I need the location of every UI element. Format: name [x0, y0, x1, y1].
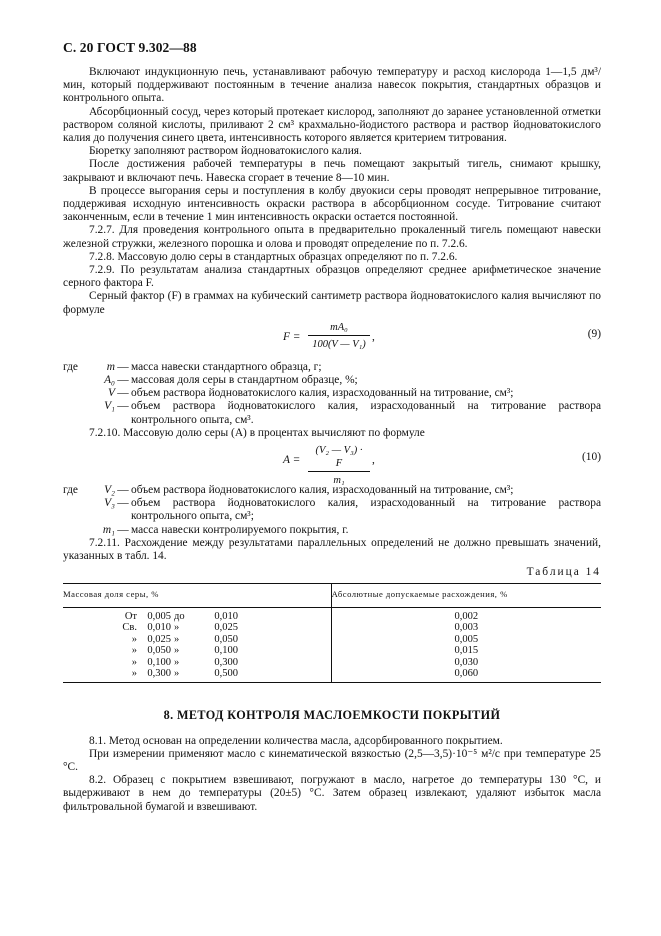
range-cell: » 0,025 » 0,050 — [63, 634, 331, 645]
formula-10 — [63, 444, 601, 487]
range-cell: От 0,005 до 0,010 — [63, 607, 331, 622]
formula-fraction — [308, 321, 370, 351]
legend-symbol: V — [108, 387, 115, 400]
paragraph: После достижения рабочей температуры в печь помещают закрытый тигель, снимают крышку, закрывают и включают печь. Навеска сгорает в течение 8—10 мин. — [63, 158, 601, 184]
value-cell: 0,002 — [454, 610, 479, 622]
formula-denominator: 100(V — V₁) — [312, 339, 366, 351]
legend-symbol: V₁ — [104, 400, 115, 413]
value-cell: 0,030 — [454, 656, 479, 668]
legend-text: масса навески контролируемого покрытия, г. — [131, 523, 349, 536]
legend-symbol: V₃ — [104, 497, 115, 510]
paragraph: В процессе выгорания серы и поступления в колбу двуокиси серы проводят непрерывное титрование, поддерживая исходную интенсивность окраски раствора в абсорбционном сосуде. Титрование считают законченным, если в течение 1 мин интенсивность окраски остается постоянной. — [63, 184, 601, 224]
table-row — [63, 634, 601, 645]
formula-lhs: F = — [283, 330, 301, 343]
value-cell: 0,060 — [331, 668, 601, 683]
legend-text: объем раствора йодноватокислого калия, израсходованный на титрование раствора контрольного опыта, см³. — [131, 400, 601, 426]
paragraph-7-2-7: 7.2.7. Для проведения контрольного опыта в предварительно прокаленный тигель помещают навески железной стружки, железного порошка и олова и проводят определение по п. 7.2.6. — [63, 224, 601, 250]
legend-dash: — — [117, 387, 129, 400]
table-row — [63, 645, 601, 656]
range-cell: » 0,300 » 0,500 — [63, 668, 331, 683]
legend-row — [63, 400, 601, 426]
legend-dash: — — [117, 374, 129, 387]
formula-number: (9) — [587, 327, 601, 340]
document-body — [63, 66, 601, 814]
section-title: 8. МЕТОД КОНТРОЛЯ МАСЛОЕМКОСТИ ПОКРЫТИЙ — [163, 708, 501, 723]
page-header: С. 20 ГОСТ 9.302—88 — [63, 40, 197, 55]
legend-symbol: m — [106, 360, 115, 373]
legend-where: где — [63, 360, 78, 373]
formula-fraction — [308, 444, 370, 488]
formula-9 — [63, 321, 601, 359]
table-row — [63, 668, 601, 683]
value-cell: 0,005 — [454, 633, 479, 645]
legend-row — [63, 361, 601, 374]
range-cell: » 0,100 » 0,300 — [63, 657, 331, 668]
formula-numerator: (V₂ — V₃) · F — [308, 444, 370, 472]
table-row — [63, 607, 601, 622]
paragraph: Включают индукционную печь, устанавливают рабочую температуру и расход кислорода 1—1,5 дм³/мин, который поддерживают постоянным в течение анализа навесок покрытия, стандартных образцов и контрольного опыта. — [63, 66, 601, 105]
formula-lhs: A = — [283, 454, 301, 467]
paragraph-8-2: 8.2. Образец с покрытием взвешивают, погружают в масло, нагретое до температуры 130 °С, и выдерживают в нем до температуры (20±5) °С. Затем образец извлекают, удаляют избыток масла фильтровальной бумагой и взвешивают. — [63, 774, 601, 813]
legend-symbol: m₁ — [102, 523, 115, 536]
value-cell: 0,015 — [454, 645, 479, 657]
legend-row — [63, 524, 601, 537]
legend-text: массовая доля серы в стандартном образце, %; — [131, 374, 358, 387]
paragraph-7-2-10: 7.2.10. Массовую долю серы (A) в процентах вычисляют по формуле — [89, 426, 425, 439]
column-header-sulfur-fraction: Массовая доля серы, % — [63, 583, 331, 607]
table-row — [63, 622, 601, 633]
legend-dash: — — [117, 497, 129, 510]
paragraph: Абсорбционный сосуд, через который протекает кислород, заполняют до заранее установленной отметки раствором соляной кислоты, приливают 2 см³ крахмально-йодистого раствора и раствор йодноватокислого калия до получения синего цвета, интенсивность которого является критерием титрования. — [63, 105, 601, 145]
legend-dash: — — [117, 484, 129, 497]
paragraph-7-2-8: 7.2.8. Массовую долю серы в стандартных образцах определяют по п. 7.2.6. — [89, 250, 458, 263]
formula-denominator: m₁ — [333, 475, 345, 487]
legend-text: объем раствора йодноватокислого калия, израсходованный на титрование, см³; — [131, 484, 514, 497]
formula-number: (10) — [582, 451, 601, 464]
legend-text: масса навески стандартного образца, г; — [131, 360, 322, 373]
range-cell: » 0,050 » 0,100 — [63, 645, 331, 656]
legend-dash: — — [117, 523, 129, 536]
column-header-tolerance: Абсолютные допускаемые расхождения, % — [331, 583, 601, 607]
range-cell: Св. 0,010 » 0,025 — [63, 622, 331, 633]
table-row — [63, 657, 601, 668]
legend-symbol: A₀ — [104, 374, 115, 387]
formula-comma: , — [372, 330, 375, 343]
formula-numerator: mA₀ — [308, 321, 370, 336]
paragraph: Бюретку заполняют раствором йодноватокислого калия. — [89, 145, 362, 158]
paragraph-7-2-9: 7.2.9. По результатам анализа стандартных образцов определяют среднее арифметическое значение серного фактора F. — [63, 264, 601, 290]
paragraph-8-1: 8.1. Метод основан на определении количества масла, адсорбированного покрытием. — [89, 734, 503, 747]
legend-dash: — — [117, 400, 129, 413]
paragraph-7-2-11: 7.2.11. Расхождение между результатами параллельных определений не должно превышать значений, указанных в табл. 14. — [63, 536, 601, 563]
legend-where: где — [63, 484, 78, 497]
legend-row — [63, 387, 601, 400]
formula-10-legend — [63, 484, 601, 537]
legend-row — [63, 484, 601, 497]
legend-text: объем раствора йодноватокислого калия, израсходованный на титрование, см³; — [131, 387, 514, 400]
table-14 — [63, 583, 601, 684]
formula-comma: , — [372, 454, 375, 467]
legend-text: объем раствора йодноватокислого калия, израсходованный на титрование раствора контрольного опыта, см³; — [131, 497, 601, 523]
value-cell: 0,003 — [454, 622, 479, 634]
paragraph: При измерении применяют масло с кинематической вязкостью (2,5—3,5)·10⁻⁵ м²/с при температуре 25 °С. — [63, 747, 601, 773]
paragraph: Серный фактор (F) в граммах на кубический сантиметр раствора йодноватокислого калия вычисляют по формуле — [63, 290, 601, 316]
table-caption: Таблица 14 — [526, 566, 601, 579]
legend-symbol: V₂ — [104, 484, 115, 497]
legend-row — [63, 497, 601, 523]
formula-9-legend — [63, 361, 601, 427]
legend-dash: — — [117, 360, 129, 373]
legend-row — [63, 374, 601, 387]
